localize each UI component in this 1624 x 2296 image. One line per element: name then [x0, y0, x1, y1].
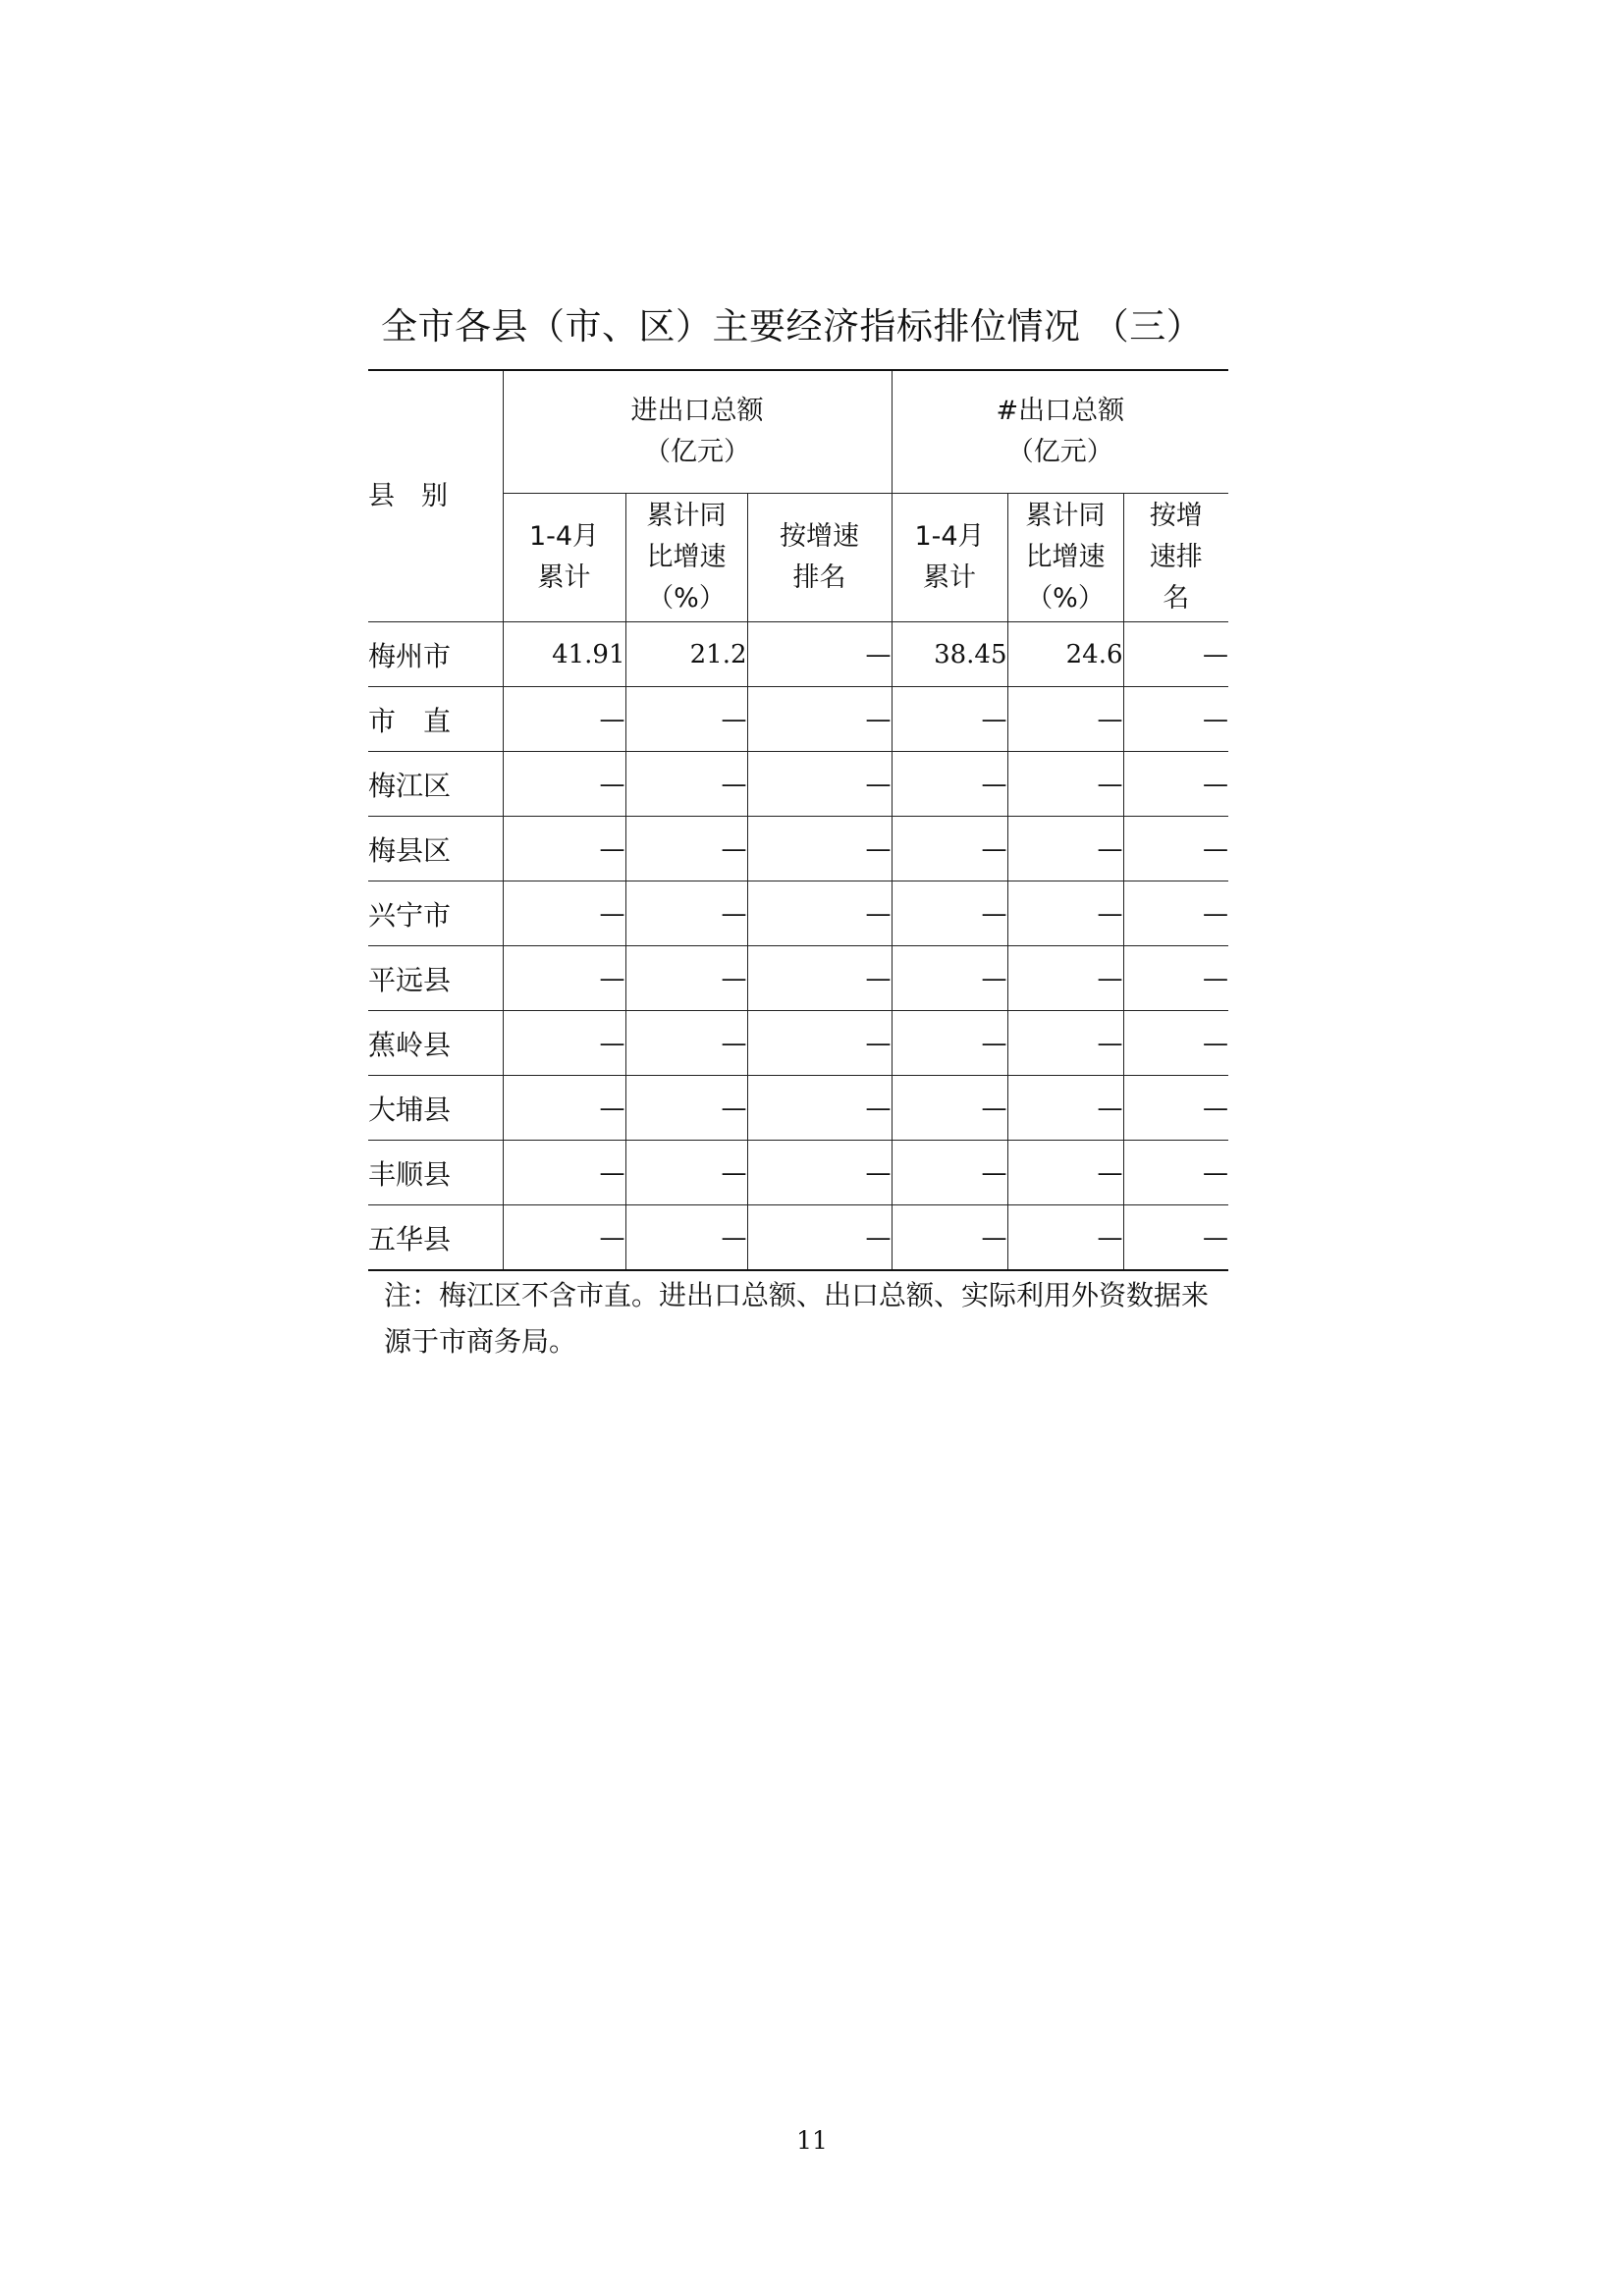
value-cell: —: [747, 817, 892, 881]
subheader-line: 累计: [923, 562, 977, 593]
value-cell: —: [1007, 946, 1123, 1011]
value-cell: 41.91: [503, 622, 625, 687]
county-name-cell: 梅州市: [368, 622, 503, 687]
group-unit: （亿元）: [644, 437, 750, 467]
subheader-line: 累计: [537, 562, 591, 593]
value-cell: —: [503, 1011, 625, 1076]
table-body: [368, 622, 1228, 1271]
value-cell: —: [892, 752, 1007, 817]
value-cell: —: [1123, 687, 1228, 752]
value-cell: —: [1123, 622, 1228, 687]
subheader-line: 速排: [1149, 542, 1203, 573]
subheader-line: 累计同: [646, 501, 727, 532]
value-cell: —: [1123, 1141, 1228, 1205]
value-cell: —: [892, 946, 1007, 1011]
county-name-cell: 蕉岭县: [368, 1011, 503, 1076]
value-cell: —: [625, 1205, 747, 1271]
subheader-ie-growth: [625, 494, 747, 622]
value-cell: —: [1123, 1076, 1228, 1141]
value-cell: —: [1007, 881, 1123, 946]
county-name-cell: 市 直: [368, 687, 503, 752]
subheader-line: 比增速: [646, 542, 727, 573]
value-cell: —: [503, 752, 625, 817]
value-cell: —: [503, 817, 625, 881]
value-cell: —: [1123, 752, 1228, 817]
value-cell: —: [892, 1011, 1007, 1076]
subheader-line: （%）: [647, 582, 726, 614]
subheader-ie-rank: [747, 494, 892, 622]
subheader-line: 排名: [792, 562, 846, 593]
subheader-line: 1-4月: [528, 521, 600, 553]
value-cell: 21.2: [625, 622, 747, 687]
value-cell: —: [625, 946, 747, 1011]
county-name-cell: 梅江区: [368, 752, 503, 817]
value-cell: —: [1123, 881, 1228, 946]
table-row: [368, 1205, 1228, 1271]
group-unit: （亿元）: [1006, 437, 1113, 467]
county-name-cell: 丰顺县: [368, 1141, 503, 1205]
subheader-ex-rank: [1123, 494, 1228, 622]
value-cell: —: [892, 1076, 1007, 1141]
subheader-ex-cumulative: [892, 494, 1007, 622]
county-name-cell: 兴宁市: [368, 881, 503, 946]
county-name-cell: 五华县: [368, 1205, 503, 1271]
value-cell: 38.45: [892, 622, 1007, 687]
value-cell: —: [1007, 1141, 1123, 1205]
value-cell: —: [1007, 687, 1123, 752]
county-column-header: 县 别: [368, 370, 503, 622]
footnote: 注：梅江区不含市直。进出口总额、出口总额、实际利用外资数据来源于市商务局。: [384, 1279, 1210, 1358]
table-row: [368, 946, 1228, 1011]
value-cell: —: [747, 881, 892, 946]
subheader-line: 1-4月: [914, 521, 985, 553]
group-header-import-export: [503, 370, 892, 494]
value-cell: —: [625, 752, 747, 817]
subheader-ie-cumulative: [503, 494, 625, 622]
value-cell: —: [625, 1141, 747, 1205]
value-cell: —: [503, 946, 625, 1011]
value-cell: —: [503, 1141, 625, 1205]
value-cell: —: [1007, 1011, 1123, 1076]
value-cell: —: [747, 752, 892, 817]
value-cell: —: [892, 817, 1007, 881]
economic-indicator-table: [368, 369, 1228, 1271]
value-cell: —: [503, 1076, 625, 1141]
value-cell: —: [747, 687, 892, 752]
value-cell: —: [747, 622, 892, 687]
table-row: [368, 752, 1228, 817]
value-cell: —: [625, 687, 747, 752]
value-cell: —: [747, 1076, 892, 1141]
page-number: 11: [796, 2126, 828, 2155]
table-header-row: [368, 370, 1228, 494]
county-name-cell: 梅县区: [368, 817, 503, 881]
group-name: 进出口总额: [630, 396, 764, 427]
value-cell: —: [747, 946, 892, 1011]
value-cell: —: [1007, 752, 1123, 817]
table-row: [368, 1011, 1228, 1076]
value-cell: —: [1123, 946, 1228, 1011]
value-cell: —: [892, 881, 1007, 946]
subheader-line: 按增: [1149, 501, 1203, 532]
value-cell: 24.6: [1007, 622, 1123, 687]
table-row: [368, 622, 1228, 687]
subheader-ex-growth: [1007, 494, 1123, 622]
value-cell: —: [1123, 1205, 1228, 1271]
value-cell: —: [625, 881, 747, 946]
county-name-cell: 平远县: [368, 946, 503, 1011]
value-cell: —: [503, 1205, 625, 1271]
value-cell: —: [503, 687, 625, 752]
table-row: [368, 881, 1228, 946]
table-row: [368, 687, 1228, 752]
value-cell: —: [892, 1205, 1007, 1271]
table-row: [368, 817, 1228, 881]
value-cell: —: [625, 817, 747, 881]
subheader-line: 累计同: [1025, 501, 1106, 532]
value-cell: —: [1123, 817, 1228, 881]
subheader-line: （%）: [1026, 582, 1105, 614]
subheader-line: 比增速: [1025, 542, 1106, 573]
table-row: [368, 1076, 1228, 1141]
group-header-export: [892, 370, 1228, 494]
value-cell: —: [1007, 1205, 1123, 1271]
county-name-cell: 大埔县: [368, 1076, 503, 1141]
group-name: #出口总额: [996, 396, 1125, 427]
value-cell: —: [747, 1141, 892, 1205]
subheader-line: 名: [1163, 582, 1190, 614]
value-cell: —: [625, 1076, 747, 1141]
value-cell: —: [1007, 1076, 1123, 1141]
page-title: 全市各县（市、区）主要经济指标排位情况 （三）: [381, 305, 1204, 347]
subheader-line: 按增速: [780, 521, 859, 553]
value-cell: —: [747, 1011, 892, 1076]
table-row: [368, 1141, 1228, 1205]
value-cell: —: [625, 1011, 747, 1076]
value-cell: —: [892, 1141, 1007, 1205]
value-cell: —: [892, 687, 1007, 752]
value-cell: —: [1123, 1011, 1228, 1076]
value-cell: —: [503, 881, 625, 946]
value-cell: —: [747, 1205, 892, 1271]
value-cell: —: [1007, 817, 1123, 881]
